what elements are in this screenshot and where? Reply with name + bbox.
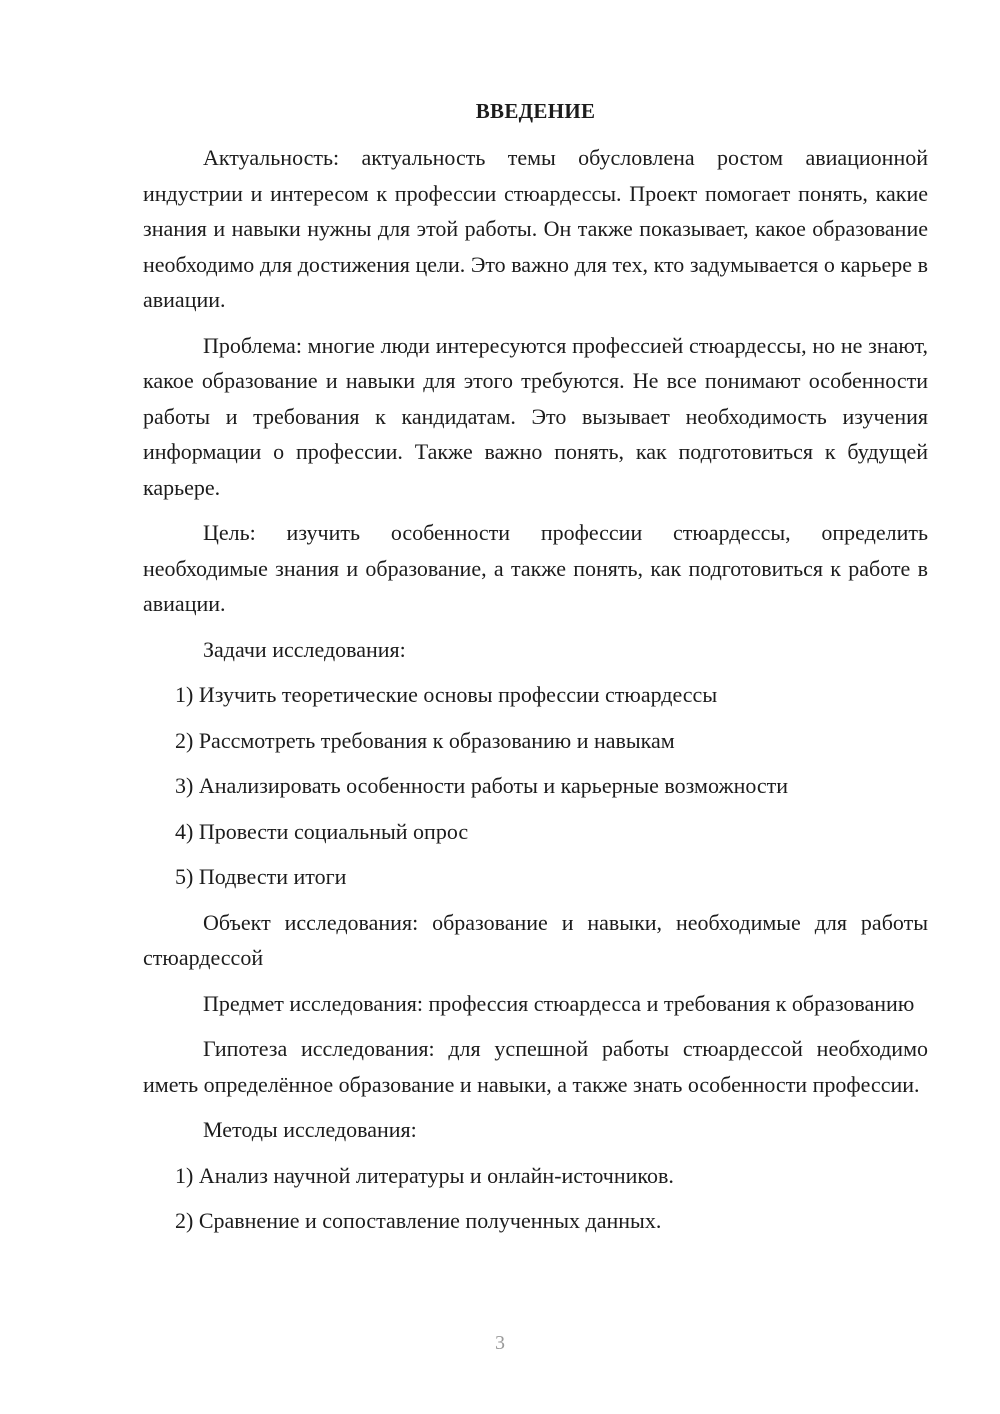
object-paragraph: Объект исследования: образование и навыки, необходимые для работы стюардессой [143, 909, 928, 970]
page-content [143, 94, 928, 1249]
task-item: 5) Подвести итоги [175, 864, 347, 889]
task-item: 2) Рассмотреть требования к образованию и навыкам [175, 727, 675, 753]
methods-label: Методы исследования: [203, 1117, 417, 1142]
page-number: 3 [495, 1332, 505, 1354]
tasks-label: Задачи исследования: [203, 636, 406, 662]
task-item: 1) Изучить теоретические основы профессии стюардессы [175, 682, 718, 707]
page-title: ВВЕДЕНИЕ [475, 99, 596, 123]
problem-paragraph: Проблема: многие люди интересуются профессией стюардессы, но не знают, какое образование и навыки для этого требуются. Не все понимают особенности работы и требования к кандидатам. Это вызывает необходимость изучения информации о профессии. Также важно понять, как подготовиться к будущей карьере. [143, 332, 928, 500]
method-item: 2) Сравнение и сопоставление полученных данных. [175, 1208, 662, 1233]
hypothesis-paragraph: Гипотеза исследования: для успешной работы стюардессой необходимо иметь определённое образование и навыки, а также знать особенности профессии. [143, 1036, 928, 1097]
relevance-paragraph: Актуальность: актуальность темы обусловлена ростом авиационной индустрии и интересом к профессии стюардессы. Проект помогает понять, какие знания и навыки нужны для этой работы. Он также показывает, какое образование необходимо для достижения цели. Это важно для тех, кто задумывается о карьере в авиации. [143, 145, 928, 312]
goal-paragraph: Цель: изучить особенности профессии стюардессы, определить необходимые знания и образование, а также понять, как подготовиться к работе в авиации. [143, 520, 928, 616]
subject-paragraph: Предмет исследования: профессия стюардесса и требования к образованию [203, 990, 915, 1016]
method-item: 1) Анализ научной литературы и онлайн-источников. [175, 1162, 674, 1188]
task-item: 3) Анализировать особенности работы и карьерные возможности [175, 773, 789, 798]
task-item: 4) Провести социальный опрос [175, 818, 469, 844]
